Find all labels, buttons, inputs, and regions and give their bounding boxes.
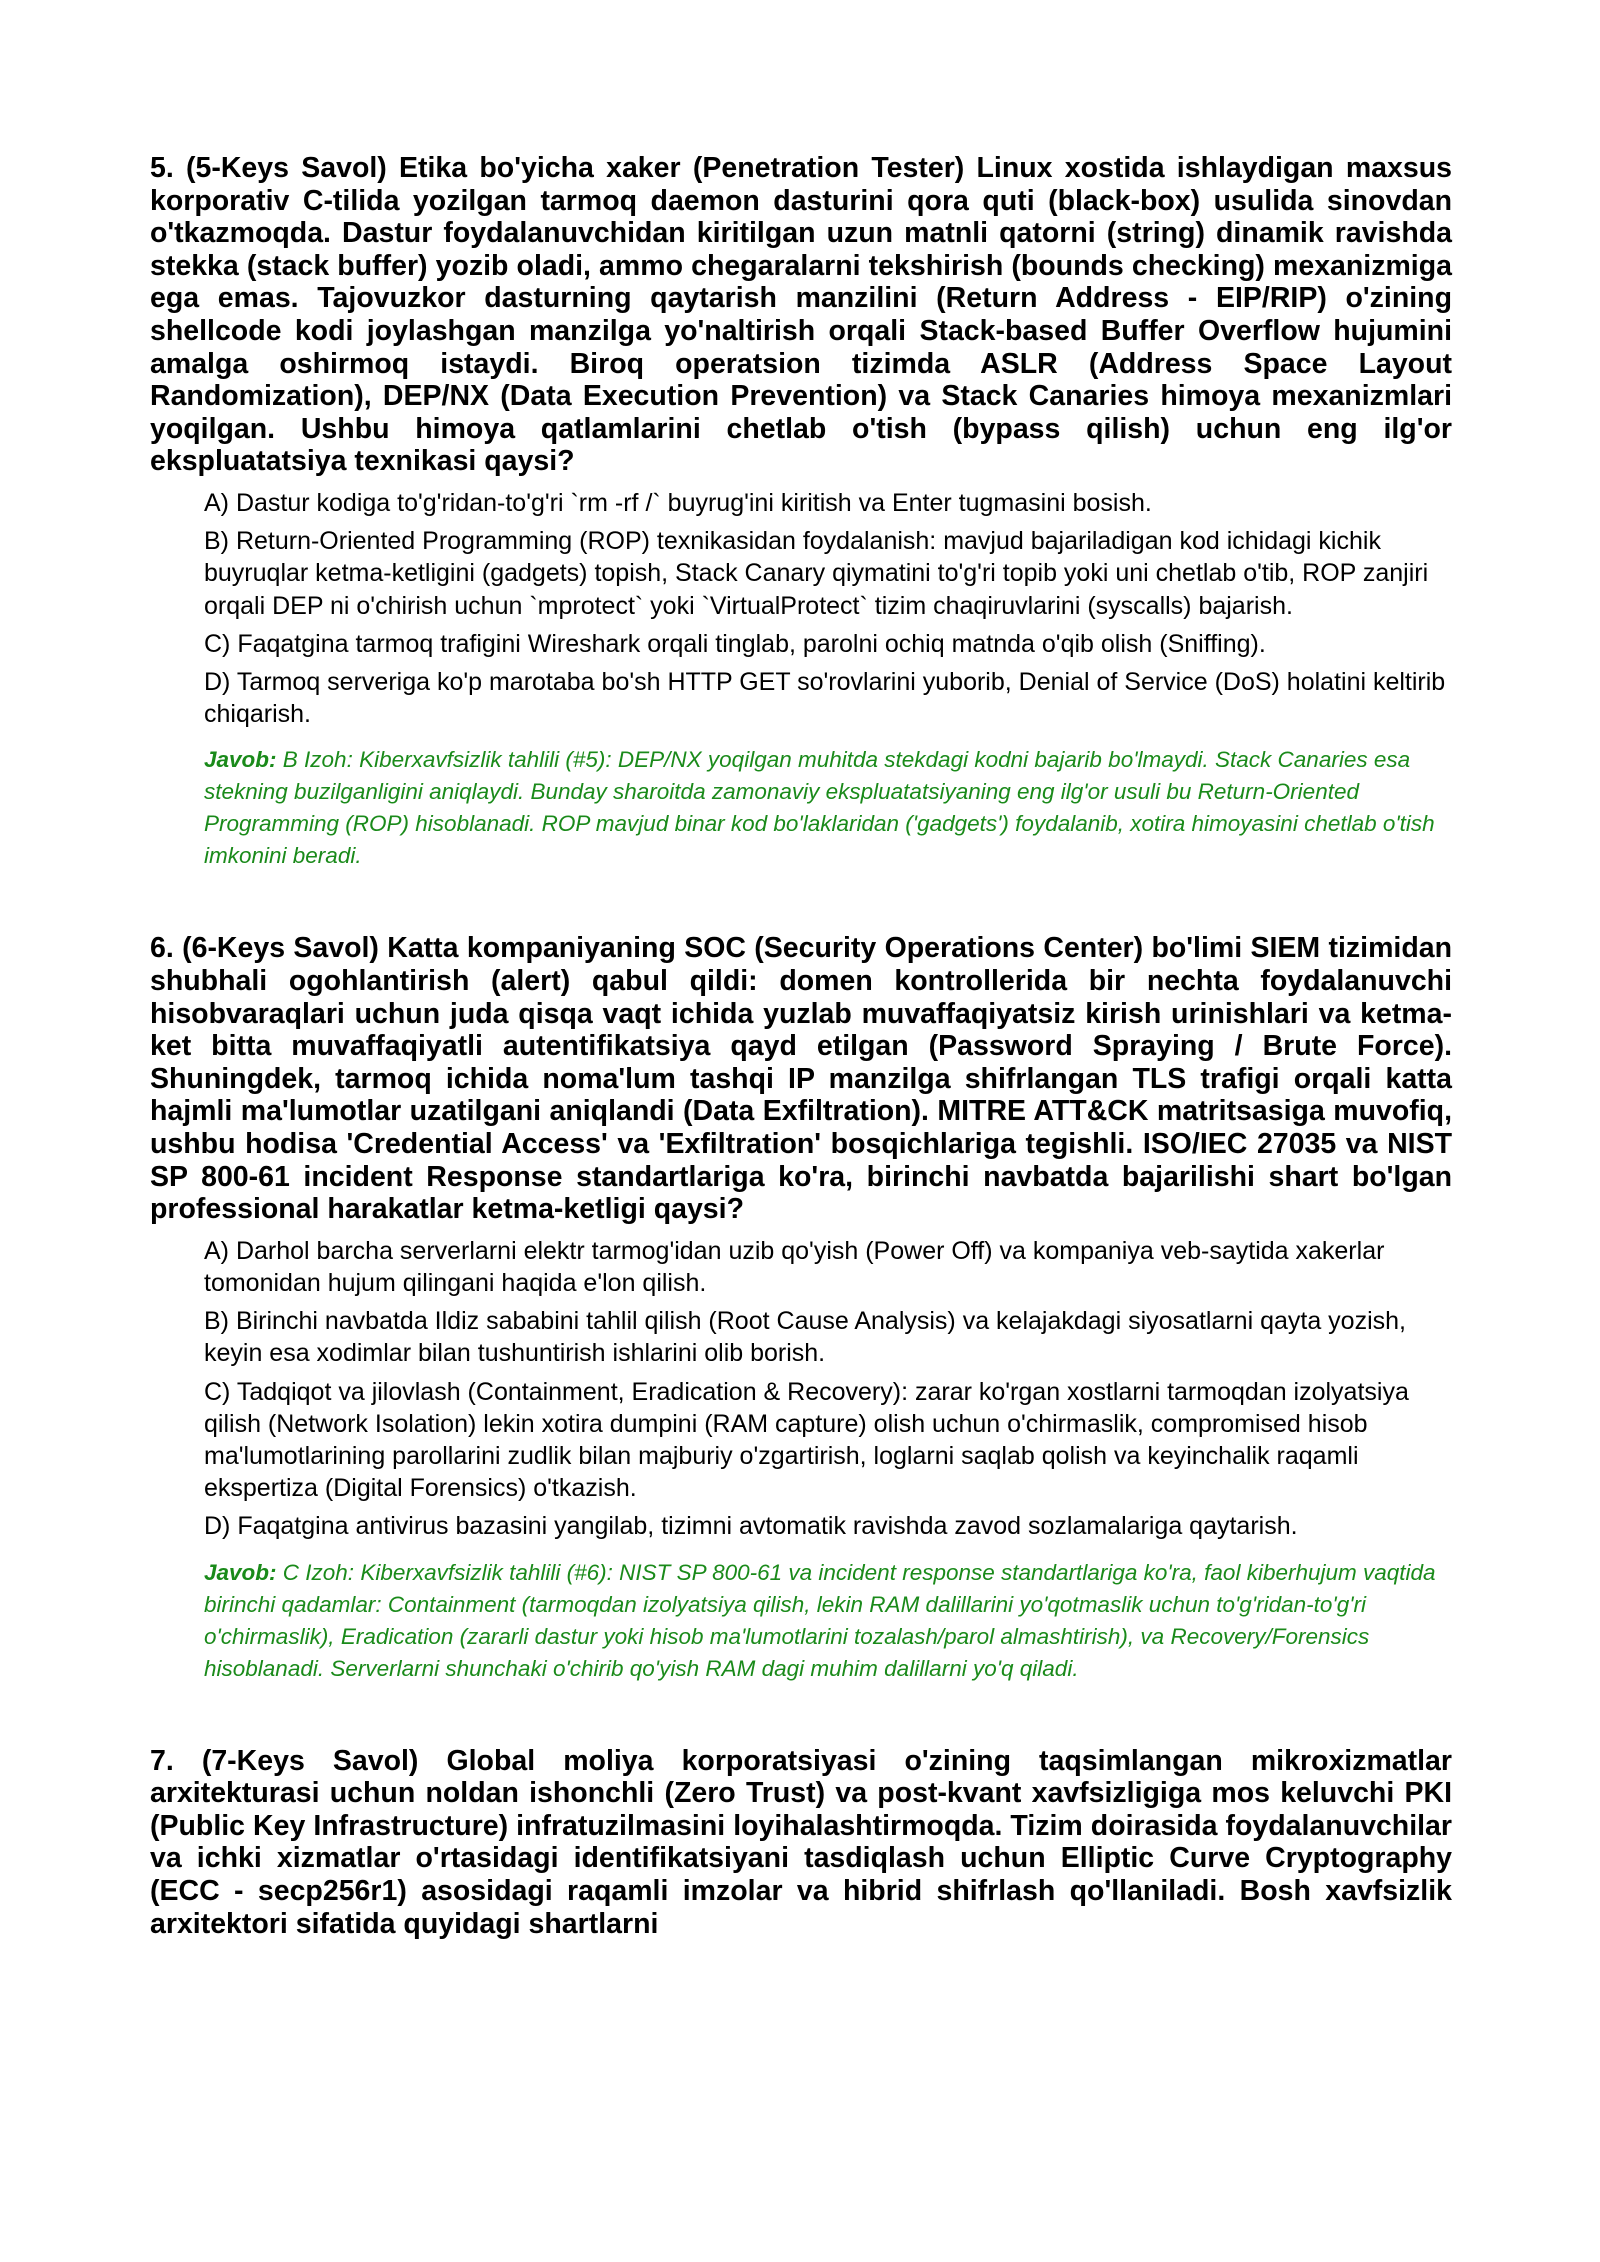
answer-text: B Izoh: Kiberxavfsizlik tahlili (#5): DEP/NX yoqilgan muhitda stekdagi kodni bajarib bo'lmaydi. Stack Canaries esa stekning buzilganligini aniqlaydi. Bunday sharoitda zamonaviy ekspluatatsiyaning eng ilg'or usuli bu Return-Oriented Programming (ROP) hisoblanadi. ROP mavjud binar kod bo'laklaridan ('gadgets') foydalanib, xotira himoyasini chetlab o'tish imkonini beradi. <box>204 747 1435 869</box>
answer-label: Javob: <box>204 1559 277 1585</box>
spacer <box>150 1685 1452 1745</box>
answer-label: Javob: <box>204 747 277 773</box>
option-c: C) Faqatgina tarmoq trafigini Wireshark orqali tinglab, parolni ochiq matnda o'qib olish (Sniffing). <box>204 629 1266 658</box>
answer-explanation <box>204 1557 1452 1685</box>
answer-explanation <box>204 744 1452 872</box>
question-5 <box>150 152 1452 872</box>
document-page <box>150 152 1452 1940</box>
option-d: D) Faqatgina antivirus bazasini yangilab, tizimni avtomatik ravishda zavod sozlamalariga qaytarish. <box>204 1512 1298 1541</box>
option-b: B) Return-Oriented Programming (ROP) texnikasidan foydalanish: mavjud bajariladigan kod ichidagi kichik buyruqlar ketma-ketligini (gadgets) topish, Stack Canary qiymatini to'g'ri topib yoki uni chetlab o'tib, ROP zanjiri orqali DEP ni o'chirish uchun `mprotect` yoki `VirtualProtect` tizim chaqiruvlarini (syscalls) bajarish. <box>204 527 1429 620</box>
question-6 <box>150 932 1452 1684</box>
option-d: D) Tarmoq serveriga ko'p marotaba bo'sh HTTP GET so'rovlarini yuborib, Denial of Service (DoS) holatini keltirib chiqarish. <box>204 667 1446 729</box>
answer-text: C Izoh: Kiberxavfsizlik tahlili (#6): NIST SP 800-61 va incident response standartlariga ko'ra, faol kiberhujum vaqtida birinchi qadamlar: Containment (tarmoqdan izolyatsiya qilish, lekin RAM dalillarini yo'qotmaslik uchun to'g'ridan-to'g'ri o'chirmaslik), Eradication (zararli dastur yoki hisob ma'lumotlarini tozalash/parol almashtirish), va Recovery/Forensics hisoblanadi. Serverlarni shunchaki o'chirib qo'yish RAM dagi muhim dalillarni yo'q qiladi. <box>204 1559 1436 1681</box>
option-c: C) Tadqiqot va jilovlash (Containment, Eradication & Recovery): zarar ko'rgan xostlarni tarmoqdan izolyatsiya qilish (Network Isolation) lekin xotira dumpini (RAM capture) olish uchun o'chirmaslik, compromised hisob ma'lumotlarining parollarini zudlik bilan majburiy o'zgartirish, loglarni saqlab qolish va keyinchalik raqamli ekspertiza (Digital Forensics) o'tkazish. <box>204 1377 1409 1503</box>
options-list <box>150 487 1452 730</box>
question-7 <box>150 1745 1452 1941</box>
question-text: 5. (5-Keys Savol) Etika bo'yicha xaker (Penetration Tester) Linux xostida ishlaydigan maxsus korporativ C-tilida yozilgan tarmoq daemon dasturini qora quti (black-box) usulida sinovdan o'tkazmoqda. Dastur foydalanuvchidan kiritilgan uzun matnli qatorni (string) dinamik ravishda stekka (stack buffer) yozib oladi, ammo chegaralarni tekshirish (bounds checking) mexanizmiga ega emas. Tajovuzkor dasturning qaytarish manzilini (Return Address - EIP/RIP) o'zining shellcode kodi joylashgan manzilga yo'naltirish orqali Stack-based Buffer Overflow hujumini amalga oshirmoq istaydi. Biroq operatsion tizimda ASLR (Address Space Layout Randomization), DEP/NX (Data Execution Prevention) va Stack Canaries himoya mexanizmlari yoqilgan. Ushbu himoya qatlamlarini chetlab o'tish (bypass qilish) uchun eng ilg'or ekspluatatsiya texnikasi qaysi? <box>150 152 1452 478</box>
option-a: A) Dastur kodiga to'g'ridan-to'g'ri `rm -rf /` buyrug'ini kiritish va Enter tugmasini bosish. <box>204 488 1152 517</box>
options-list <box>150 1235 1452 1543</box>
spacer <box>150 872 1452 932</box>
question-text: 7. (7-Keys Savol) Global moliya korporatsiyasi o'zining taqsimlangan mikroxizmatlar arxitekturasi uchun noldan ishonchli (Zero Trust) va post-kvant xavfsizligiga mos keluvchi PKI (Public Key Infrastructure) infratuzilmasini loyihalashtirmoqda. Tizim doirasida foydalanuvchilar va ichki xizmatlar o'rtasidagi identifikatsiyani tasdiqlash uchun Elliptic Curve Cryptography (ECC - secp256r1) asosidagi raqamli imzolar va hibrid shifrlash qo'llaniladi. Bosh xavfsizlik arxitektori sifatida quyidagi shartlarni <box>150 1744 1452 1940</box>
option-b: B) Birinchi navbatda Ildiz sababini tahlil qilish (Root Cause Analysis) va kelajakdagi siyosatlarni qayta yozish, keyin esa xodimlar bilan tushuntirish ishlarini olib borish. <box>204 1307 1406 1368</box>
question-text: 6. (6-Keys Savol) Katta kompaniyaning SOC (Security Operations Center) bo'limi SIEM tizimidan shubhali ogohlantirish (alert) qabul qildi: domen kontrollerida bir nechta foydalanuvchi hisobvaraqlari uchun juda qisqa vaqt ichida yuzlab muvaffaqiyatsiz kirish urinishlari va ketma-ket bitta muvaffaqiyatli autentifikatsiya qayd etilgan (Password Spraying / Brute Force). Shuningdek, tarmoq ichida noma'lum tashqi IP manzilga shifrlangan TLS trafigi orqali katta hajmli ma'lumotlar uzatilgani aniqlandi (Data Exfiltration). MITRE ATT&CK matritsasiga muvofiq, ushbu hodisa 'Credential Access' va 'Exfiltration' bosqichlariga tegishli. ISO/IEC 27035 va NIST SP 800-61 incident Response standartlariga ko'ra, birinchi navbatda bajarilishi shart bo'lgan professional harakatlar ketma-ketligi qaysi? <box>150 932 1452 1226</box>
option-a: A) Darhol barcha serverlarni elektr tarmog'idan uzib qo'yish (Power Off) va kompaniya veb-saytida xakerlar tomonidan hujum qilingani haqida e'lon qilish. <box>204 1236 1385 1297</box>
